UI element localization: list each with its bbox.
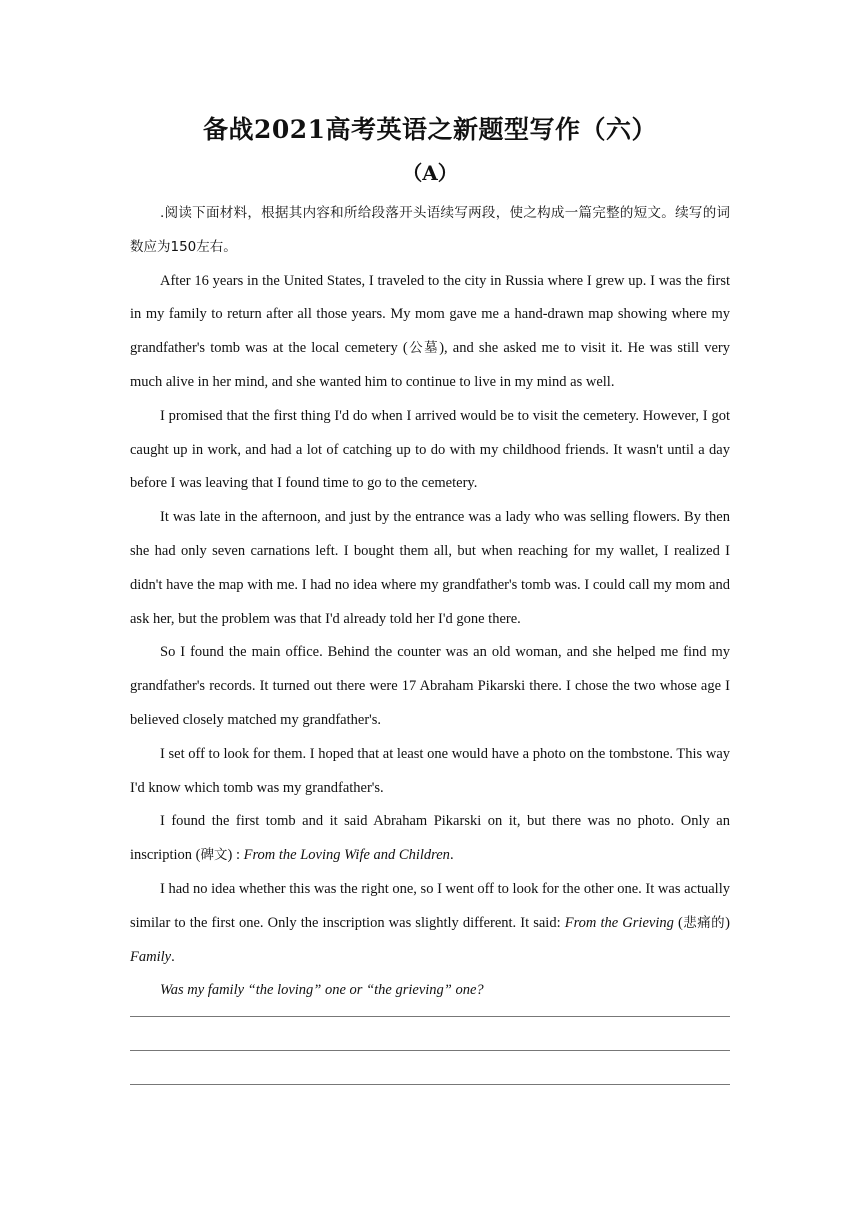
inscription-text: Family [130,948,172,965]
section-label: （A） [402,161,458,185]
chinese-gloss: 公墓 [407,340,440,357]
inscription-text: From the Loving Wife and Children [243,847,450,864]
inscription-text: From the Grieving [564,914,674,931]
chinese-gloss: 悲痛的 [682,914,726,931]
paragraph-text: I had no idea whether this was the right one, so I went off to look for the other one. It was actually similar to the first one. Only the inscription was slightly different. It said: [130,880,730,931]
paragraph-4: So I found the main office. Behind the counter was an old woman, and she helped me find my grandfather's records. It turned out there were 17 Abraham Pikarski there. I chose the two whose age I believed closely matched my grandfather's. [130,644,730,728]
paragraph-6 [130,805,730,873]
passage [130,197,730,1008]
answer-line[interactable] [130,1084,730,1085]
paragraph-text: ( [673,914,683,931]
instruction-text: .阅读下面材料，根据其内容和所给段落开头语续写两段，使之构成一篇完整的短文。续写的词数应为150左右。 [130,205,730,255]
chinese-gloss: 碑文 [200,847,228,864]
paragraph-2: I promised that the first thing I'd do when I arrived would be to visit the cemetery. However, I got caught up in work, and had a lot of catching up to do with my childhood friends. It wasn't until a day before I was leaving that I found time to go to the cemetery. [130,407,730,492]
paragraph-text: I found the first tomb and it said Abraham Pikarski on it, but there was no photo. Only an inscription ( [130,813,730,864]
paragraph-text: ) [725,914,730,931]
prompt-text: Was my family “the loving” one or “the grieving” one? [160,982,484,999]
paragraph-text: . [171,948,175,965]
answer-line[interactable] [130,1050,730,1051]
paragraph-5: I set off to look for them. I hoped that at least one would have a photo on the tombstone. This way I'd know which tomb was my grandfather's. [130,745,730,796]
paragraph-3: It was late in the afternoon, and just by the entrance was a lady who was selling flowers. By then she had only seven carnations left. I bought them all, but when reaching for my wallet, I realized I didn't have the map with me. I had no idea where my grandfather's tomb was. I could call my mom and ask her, but the problem was that I'd already told her I'd gone there. [130,509,730,627]
paragraph-text: ), and she asked me to visit it. He was still very much alive in her mind, and she wanted him to continue to live in my mind as well. [130,340,731,390]
answer-lines[interactable] [130,1016,730,1118]
instruction-paragraph [130,197,730,265]
paragraph-text: ) : [227,847,244,864]
paragraph-1 [130,265,730,400]
paragraph-7 [130,873,730,974]
paragraph-text: After 16 years in the United States, I traveled to the city in Russia where I grew up. I was the first in my family to return after all those years. My mom gave me a hand-drawn map showing where my grandfather's tomb was at the local cemetery ( [130,272,730,357]
answer-line[interactable] [130,1016,730,1017]
paragraph-text: . [449,847,454,864]
continuation-prompt [130,974,730,1008]
page-title: 备战2021高考英语之新题型写作（六） [202,115,658,144]
